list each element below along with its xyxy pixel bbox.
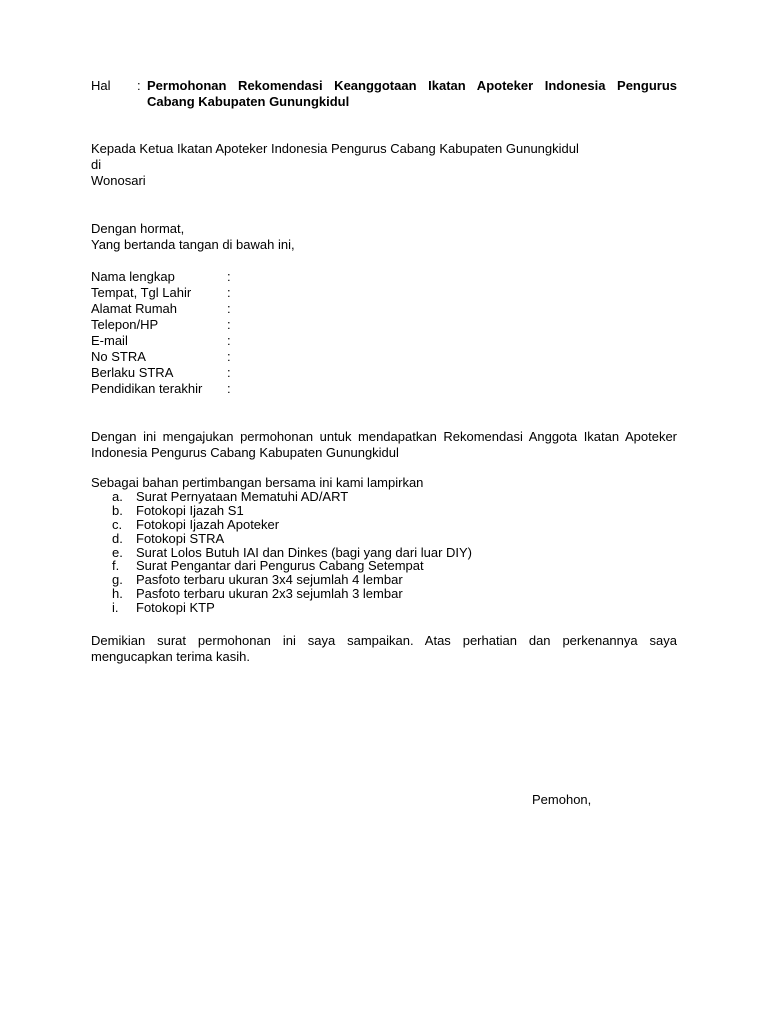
list-marker: h.	[112, 586, 123, 602]
list-item-text: Pasfoto terbaru ukuran 2x3 sejumlah 3 lembar	[136, 586, 403, 602]
field-colon: :	[227, 285, 231, 300]
signature-label: Pemohon,	[532, 792, 592, 807]
field-row-no-stra	[91, 349, 391, 365]
field-colon: :	[227, 365, 231, 380]
list-marker: i.	[112, 600, 119, 616]
field-colon: :	[227, 333, 231, 348]
closing-paragraph: Demikian surat permohonan ini saya sampaikan. Atas perhatian dan perkenannya saya mengucapkan terima kasih.	[91, 633, 677, 664]
field-label: Pendidikan terakhir	[91, 381, 203, 396]
field-row-pendidikan	[91, 381, 391, 397]
field-label: Telepon/HP	[91, 317, 159, 332]
list-item-text: Fotokopi STRA	[136, 530, 225, 546]
field-label: Alamat Rumah	[91, 301, 177, 316]
list-marker: d.	[112, 530, 123, 546]
addressee-line-3: Wonosari	[91, 173, 146, 188]
list-item-text: Pasfoto terbaru ukuran 3x4 sejumlah 4 lembar	[136, 572, 403, 588]
field-row-telepon	[91, 317, 391, 333]
list-item-text: Fotokopi KTP	[136, 600, 215, 616]
field-row-berlaku-stra	[91, 365, 391, 381]
field-label: No STRA	[91, 349, 146, 364]
field-row-nama	[91, 269, 391, 285]
list-item-text: Surat Lolos Butuh IAI dan Dinkes (bagi yang dari luar DIY)	[136, 544, 473, 560]
field-row-alamat	[91, 301, 391, 317]
field-label: Berlaku STRA	[91, 365, 174, 380]
addressee-line-1: Kepada Ketua Ikatan Apoteker Indonesia Pengurus Cabang Kabupaten Gunungkidul	[91, 141, 579, 156]
field-label: Nama lengkap	[91, 269, 175, 284]
subject-label: Hal	[91, 78, 111, 93]
list-item-text: Fotokopi Ijazah S1	[136, 502, 244, 518]
field-colon: :	[227, 301, 231, 316]
field-row-email	[91, 333, 391, 349]
list-marker: a.	[112, 489, 123, 504]
list-marker: c.	[112, 516, 123, 532]
field-row-tempat-tgl-lahir	[91, 285, 391, 301]
subject-text: Permohonan Rekomendasi Keanggotaan Ikatan Apoteker Indonesia Pengurus Cabang Kabupaten Gunungkidul	[147, 78, 677, 109]
list-marker: b.	[112, 502, 123, 518]
list-marker: g.	[112, 572, 123, 588]
list-item-text: Fotokopi Ijazah Apoteker	[136, 516, 280, 532]
list-item-text: Surat Pernyataan Mematuhi AD/ART	[136, 489, 349, 504]
field-label: Tempat, Tgl Lahir	[91, 285, 192, 300]
subject-colon: :	[137, 78, 141, 93]
list-marker: f.	[112, 558, 120, 574]
field-colon: :	[227, 349, 231, 364]
list-marker: e.	[112, 544, 123, 560]
intro-text: Yang bertanda tangan di bawah ini,	[91, 237, 295, 252]
field-colon: :	[227, 317, 231, 332]
field-colon: :	[227, 381, 231, 396]
attachments-intro: Sebagai bahan pertimbangan bersama ini kami lampirkan	[91, 475, 424, 490]
request-paragraph: Dengan ini mengajukan permohonan untuk mendapatkan Rekomendasi Anggota Ikatan Apoteker Indonesia Pengurus Cabang Kabupaten Gunungkidul	[91, 429, 677, 460]
field-colon: :	[227, 269, 231, 284]
addressee-line-2: di	[91, 157, 102, 172]
list-item-text: Surat Pengantar dari Pengurus Cabang Setempat	[136, 558, 424, 574]
field-label: E-mail	[91, 333, 128, 348]
greeting: Dengan hormat,	[91, 221, 185, 236]
